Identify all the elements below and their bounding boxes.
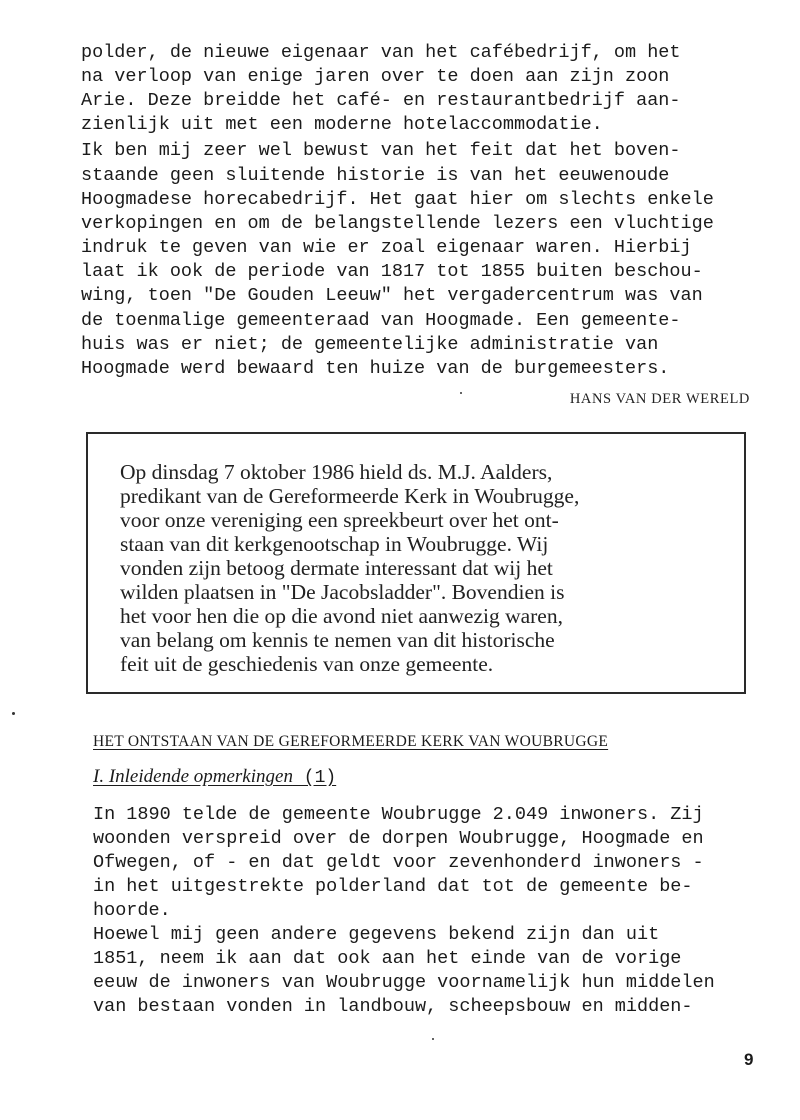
author-signature: HANS VAN DER WERELD xyxy=(569,391,750,407)
text-line: In 1890 telde de gemeente Woubrugge 2.049 inwoners. Zij xyxy=(93,804,704,825)
text-line: eeuw de inwoners van Woubrugge voornamelijk hun middelen xyxy=(93,972,715,993)
article-heading: HET ONTSTAAN VAN DE GEREFORMEERDE KERK VAN WOUBRUGGE xyxy=(93,733,609,750)
text-line: Ofwegen, of - en dat geldt voor zevenhonderd inwoners - xyxy=(93,852,704,873)
subheading-title: I. Inleidende opmerkingen xyxy=(93,766,293,787)
box-line: predikant van de Gereformeerde Kerk in Woubrugge, xyxy=(120,484,580,508)
text-line: Ik ben mij zeer wel bewust van het feit dat het boven- xyxy=(81,140,681,161)
text-line: Arie. Deze breidde het café- en restaurantbedrijf aan- xyxy=(81,90,681,111)
text-line: huis was er niet; de gemeentelijke administratie van xyxy=(81,334,659,355)
box-line: het voor hen die op die avond niet aanwezig waren, xyxy=(120,604,563,628)
text-line: Hoogmade werd bewaard ten huize van de burgemeesters. xyxy=(81,358,670,379)
text-line: de toenmalige gemeenteraad van Hoogmade. Een gemeente- xyxy=(81,310,681,331)
text-line: zienlijk uit met een moderne hotelaccommodatie. xyxy=(81,114,603,135)
text-line: na verloop van enige jaren over te doen aan zijn zoon xyxy=(81,66,670,87)
box-line: wilden plaatsen in "De Jacobsladder". Bovendien is xyxy=(120,580,565,604)
scan-speck xyxy=(460,392,462,394)
text-line: Hoogmadese horecabedrijf. Het gaat hier om slechts enkele xyxy=(81,189,714,210)
box-line: voor onze vereniging een spreekbeurt over het ont- xyxy=(120,508,559,532)
intro-note-box xyxy=(86,432,746,694)
text-line: laat ik ook de periode van 1817 tot 1855 buiten beschou- xyxy=(81,261,703,282)
box-line: feit uit de geschiedenis van onze gemeente. xyxy=(120,652,494,676)
text-line: woonden verspreid over de dorpen Woubrugge, Hoogmade en xyxy=(93,828,704,849)
text-line: 1851, neem ik aan dat ook aan het einde van de vorige xyxy=(93,948,682,969)
text-line: indruk te geven van wie er zoal eigenaar waren. Hierbij xyxy=(81,237,692,258)
text-line: polder, de nieuwe eigenaar van het cafébedrijf, om het xyxy=(81,42,681,63)
text-line: verkopingen en om de belangstellende lezers een vluchtige xyxy=(81,213,714,234)
box-line: van belang om kennis te nemen van dit historische xyxy=(120,628,555,652)
text-line: Hoewel mij geen andere gegevens bekend zijn dan uit xyxy=(93,924,660,945)
scan-speck xyxy=(432,1038,434,1040)
subheading-note: (1) xyxy=(292,768,337,788)
text-line: wing, toen "De Gouden Leeuw" het vergadercentrum was van xyxy=(81,285,703,306)
text-line: in het uitgestrekte polderland dat tot de gemeente be- xyxy=(93,876,693,897)
page-number: 9 xyxy=(744,1050,754,1069)
text-line: van bestaan vonden in landbouw, scheepsbouw en midden- xyxy=(93,996,693,1017)
scan-speck xyxy=(12,712,15,715)
box-line: staan van dit kerkgenootschap in Woubrugge. Wij xyxy=(120,532,549,556)
box-line: vonden zijn betoog dermate interessant dat wij het xyxy=(120,556,553,580)
box-line: Op dinsdag 7 oktober 1986 hield ds. M.J. Aalders, xyxy=(120,460,553,484)
text-line: hoorde. xyxy=(93,900,171,921)
text-line: staande geen sluitende historie is van het eeuwenoude xyxy=(81,165,670,186)
section-subheading xyxy=(93,766,336,788)
